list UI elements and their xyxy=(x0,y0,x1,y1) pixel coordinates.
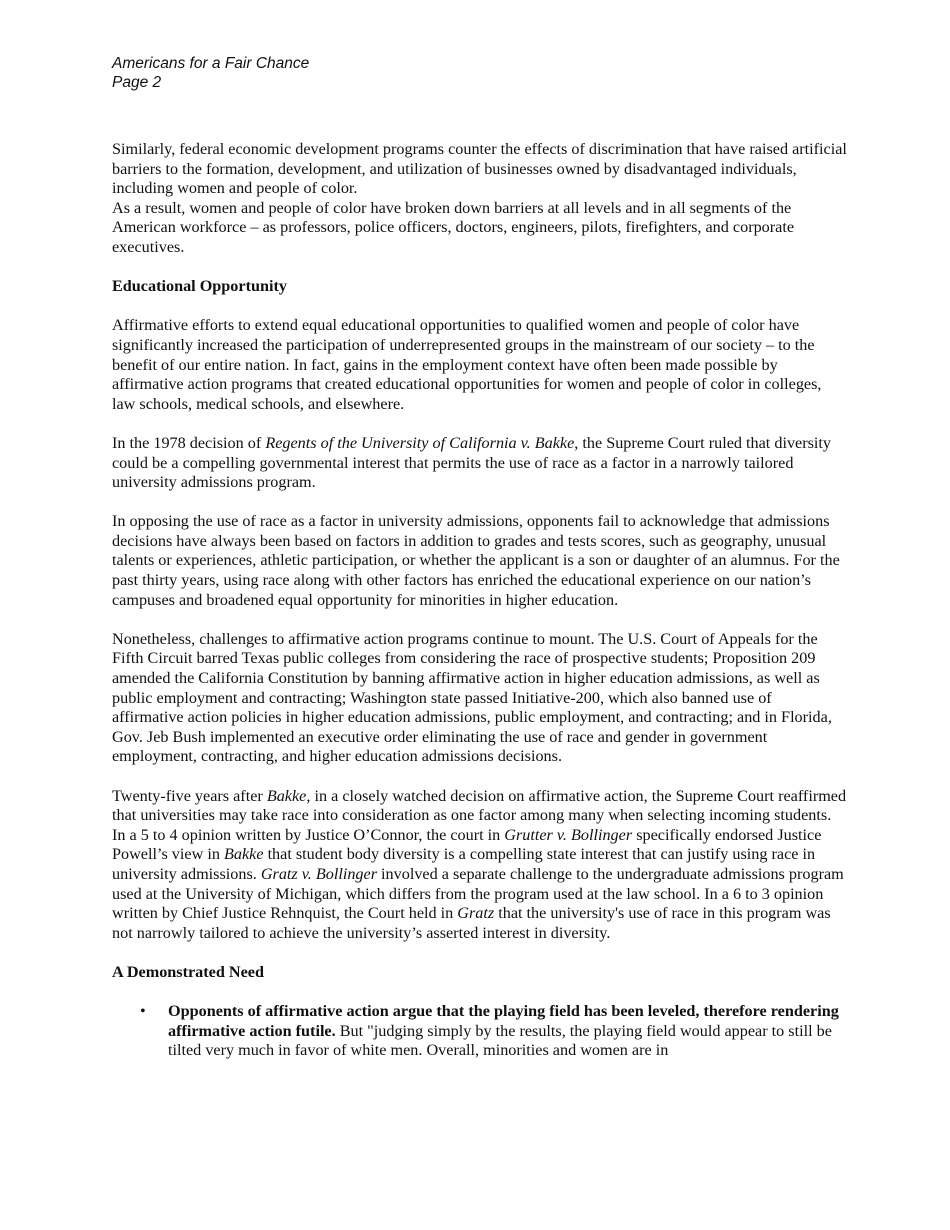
case-name-bakke: Regents of the University of California v. Bakke xyxy=(265,433,575,452)
bullet-lead-text: Opponents of affirmative action argue that the playing field has been leveled, therefore rendering affirmative action futile. xyxy=(168,1002,839,1040)
header-page-number: Page 2 xyxy=(112,73,162,91)
paragraph-grutter-gratz: Twenty-five years after Bakke, in a closely watched decision on affirmative action, the Supreme Court reaffirmed that universities may take race into consideration as one factor among many when selecting incoming students. In a 5 to 4 opinion written by Justice O’Connor, the court in Grutter v. Bollinger specifically endorsed Justice Powell’s view in Bakke that student body diversity is a compelling state interest that can justify using race in university admissions. Gratz v. Bollinger involved a separate challenge to the undergraduate admissions program used at the University of Michigan, which differs from the program used at the law school. In a 6 to 3 opinion written by Chief Justice Rehnquist, the Court held in Gratz that the university's use of race in this program was not narrowly tailored to achieve the university’s asserted interest in diversity. xyxy=(112,786,847,942)
page-header xyxy=(112,55,309,92)
header-org-name: Americans for a Fair Chance xyxy=(112,55,310,72)
list-item xyxy=(112,1002,847,1061)
document-body xyxy=(112,140,847,1061)
paragraph-bakke-decision: In the 1978 decision of Regents of the University of California v. Bakke, the Supreme Court ruled that diversity could be a compelling governmental interest that permits the use of race as a factor in a narrowly tailored university admissions program. xyxy=(112,433,831,492)
paragraph-economic-development: Similarly, federal economic development programs counter the effects of discrimination that have raised artificial barriers to the formation, development, and utilization of businesses owned by disadvantaged individuals, including women and people of color. xyxy=(112,140,847,198)
bullet-body-text: But "judging simply by the results, the playing field would appear to still be tilted very much in favor of white men. Overall, minorities and women are in xyxy=(168,1021,832,1060)
case-name-bakke-short: Bakke xyxy=(223,845,264,864)
paragraph-affirmative-efforts: Affirmative efforts to extend equal educational opportunities to qualified women and people of color have significantly increased the participation of underrepresented groups in the mainstream of our society – to the benefit of our entire nation. In fact, gains in the employment context have often been made possible by affirmative action programs that created educational opportunities for women and people of color in colleges, law schools, medical schools, and elsewhere. xyxy=(112,316,822,413)
heading-educational-opportunity: Educational Opportunity xyxy=(112,277,287,296)
paragraph-challenges: Nonetheless, challenges to affirmative action programs continue to mount. The U.S. Court of Appeals for the Fifth Circuit barred Texas public colleges from considering the race of prospective students; Proposition 209 amended the California Constitution by banning affirmative action in higher education admissions, as well as public employment and contracting; Washington state passed Initiative-200, which also banned use of affirmative action policies in higher education admissions, public employment, and contracting; and in Florida, Gov. Jeb Bush implemented an executive order eliminating the use of race and gender in government employment, contracting, and higher education admissions decisions. xyxy=(112,629,832,766)
case-name-grutter: Grutter v. Bollinger xyxy=(504,825,633,844)
case-name-gratz: Gratz v. Bollinger xyxy=(260,864,377,883)
case-name-bakke-short: Bakke xyxy=(266,786,307,805)
paragraph-workforce: As a result, women and people of color have broken down barriers at all levels and in all segments of the American workforce – as professors, police officers, doctors, engineers, pilots, firefighters, and corporate executives. xyxy=(112,198,795,256)
case-name-gratz-short: Gratz xyxy=(457,904,495,923)
heading-demonstrated-need: A Demonstrated Need xyxy=(112,962,264,981)
bullet-icon: • xyxy=(140,1002,146,1021)
bullet-list xyxy=(112,1002,847,1061)
paragraph-opponents-admissions: In opposing the use of race as a factor in university admissions, opponents fail to acknowledge that admissions decisions have always been based on factors in addition to grades and tests scores, such as geography, unusual talents or experiences, athletic participation, or whether the applicant is a son or daughter of an alumnus. For the past thirty years, using race along with other factors has enriched the educational experience on our nation’s campuses and broadened equal opportunity for minorities in higher education. xyxy=(112,512,840,609)
